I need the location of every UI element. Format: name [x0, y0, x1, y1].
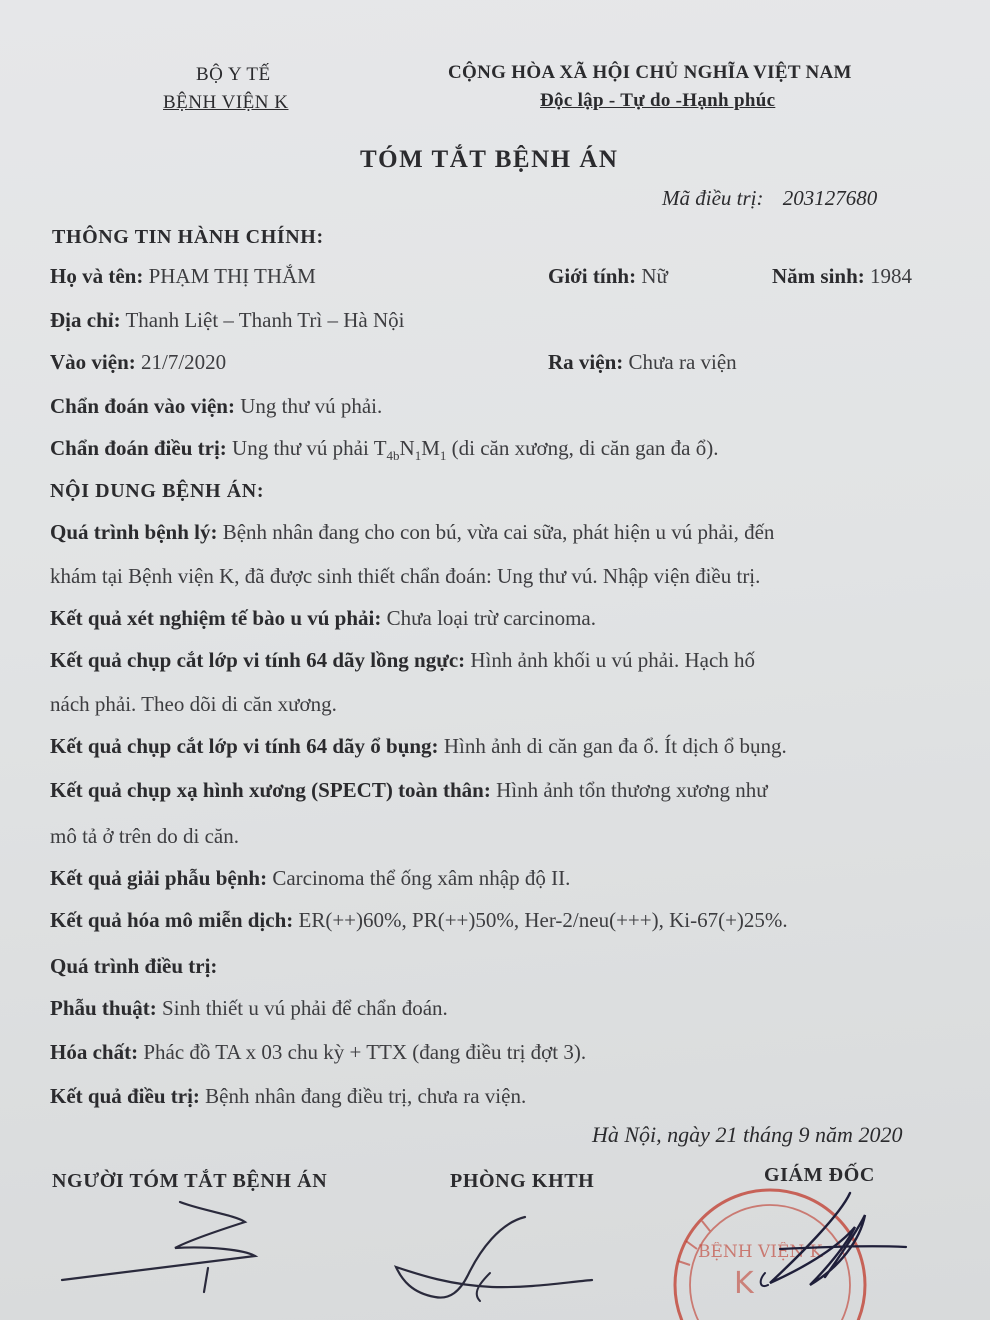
- surgery-value: Sinh thiết u vú phải để chẩn đoán.: [162, 996, 448, 1020]
- treatment-code-value: 203127680: [782, 186, 878, 210]
- ct-abdomen-value: Hình ảnh di căn gan đa ổ. Ít dịch ổ bụng.: [443, 734, 787, 758]
- cytology-label: Kết quả xét nghiệm tế bào u vú phải:: [50, 606, 382, 630]
- tnm-suffix: (di căn xương, di căn gan đa ổ).: [451, 436, 719, 460]
- patient-name-row: [50, 264, 316, 289]
- tnm-prefix: Ung thư vú phải T: [232, 436, 387, 460]
- tnm-m: M: [421, 436, 440, 460]
- gender-value: Nữ: [641, 264, 668, 288]
- birth-year-row: [772, 264, 912, 289]
- history-label: Quá trình bệnh lý:: [50, 520, 218, 544]
- stamp-letter: K: [734, 1266, 754, 1301]
- ct-chest-row: [50, 648, 755, 673]
- admission-row: [50, 350, 226, 375]
- tnm-m-sub: 1: [439, 448, 447, 464]
- signature-1-icon: [50, 1190, 330, 1300]
- discharge-row: [548, 350, 737, 375]
- history-line-1: Bệnh nhân đang cho con bú, vừa cai sữa, phát hiện u vú phải, đến: [222, 520, 775, 544]
- treatment-course-label: Quá trình điều trị:: [50, 954, 218, 978]
- ct-chest-line-2: nách phải. Theo dõi di căn xương.: [50, 692, 337, 716]
- birth-year-label: Năm sinh:: [772, 264, 865, 288]
- surgery-label: Phẫu thuật:: [50, 996, 157, 1020]
- signer-director: GIÁM ĐỐC: [764, 1164, 875, 1186]
- stamp-text: BỆNH VIỆN K: [698, 1242, 823, 1262]
- country-name: CỘNG HÒA XÃ HỘI CHỦ NGHĨA VIỆT NAM: [448, 62, 852, 83]
- chemo-row: [50, 1040, 586, 1065]
- chemo-label: Hóa chất:: [50, 1040, 139, 1064]
- admission-value: 21/7/2020: [141, 350, 227, 374]
- content-section-title: NỘI DUNG BỆNH ÁN:: [50, 480, 265, 502]
- tnm-n: N: [399, 436, 415, 460]
- treatment-result-row: [50, 1084, 526, 1109]
- treatment-diagnosis-value: [232, 436, 719, 464]
- patient-name-label: Họ và tên:: [50, 264, 144, 288]
- hospital-name: BỆNH VIỆN K: [163, 92, 289, 113]
- ihc-row: [50, 908, 788, 933]
- ministry-name: BỘ Y TẾ: [196, 64, 271, 85]
- cytology-row: [50, 606, 596, 631]
- national-motto: Độc lập - Tự do -Hạnh phúc: [540, 90, 776, 111]
- admission-diagnosis-row: [50, 394, 382, 419]
- ct-chest-line-1: Hình ảnh khối u vú phải. Hạch hố: [470, 648, 756, 672]
- ihc-value: ER(++)60%, PR(++)50%, Her-2/neu(+++), Ki-67(+)25%.: [298, 908, 788, 932]
- admission-diagnosis-value: Ung thư vú phải.: [240, 394, 383, 418]
- treatment-code-row: [662, 186, 877, 211]
- document-title: TÓM TẮT BỆNH ÁN: [360, 146, 619, 173]
- gender-label: Giới tính:: [548, 264, 637, 288]
- admin-section-title: THÔNG TIN HÀNH CHÍNH:: [52, 226, 324, 248]
- cytology-value: Chưa loại trừ carcinoma.: [386, 606, 596, 630]
- signer-planning-dept: PHÒNG KHTH: [450, 1170, 595, 1192]
- treatment-result-label: Kết quả điều trị:: [50, 1084, 200, 1108]
- ct-abdomen-row: [50, 734, 787, 759]
- pathology-row: [50, 866, 570, 891]
- signature-3-icon: [730, 1185, 930, 1305]
- signer-summarizer: NGƯỜI TÓM TẮT BỆNH ÁN: [52, 1170, 328, 1192]
- birth-year-value: 1984: [870, 264, 913, 288]
- patient-name-value: PHẠM THỊ THẮM: [148, 264, 316, 288]
- treatment-diagnosis-label: Chẩn đoán điều trị:: [50, 436, 227, 460]
- history-row: [50, 520, 774, 545]
- address-value: Thanh Liệt – Thanh Trì – Hà Nội: [125, 308, 405, 332]
- signing-date: Hà Nội, ngày 21 tháng 9 năm 2020: [592, 1122, 903, 1147]
- surgery-row: [50, 996, 448, 1021]
- discharge-value: Chưa ra viện: [628, 350, 737, 374]
- signature-2-icon: [380, 1205, 620, 1315]
- ihc-label: Kết quả hóa mô miễn dịch:: [50, 908, 294, 932]
- ct-chest-label: Kết quả chụp cắt lớp vi tính 64 dãy lồng ngực:: [50, 648, 466, 672]
- pathology-label: Kết quả giải phẫu bệnh:: [50, 866, 268, 890]
- spect-label: Kết quả chụp xạ hình xương (SPECT) toàn thân:: [50, 778, 491, 802]
- discharge-label: Ra viện:: [548, 350, 624, 374]
- chemo-value: Phác đồ TA x 03 chu kỳ + TTX (đang điều trị đợt 3).: [143, 1040, 587, 1064]
- treatment-diagnosis-row: [50, 436, 718, 464]
- admission-diagnosis-label: Chẩn đoán vào viện:: [50, 394, 235, 418]
- treatment-code-label: Mã điều trị:: [662, 186, 764, 210]
- treatment-result-value: Bệnh nhân đang điều trị, chưa ra viện.: [205, 1084, 527, 1108]
- address-label: Địa chỉ:: [50, 308, 121, 332]
- spect-line-1: Hình ảnh tổn thương xương như: [496, 778, 768, 802]
- spect-row: [50, 778, 768, 803]
- spect-line-2: mô tả ở trên do di căn.: [50, 824, 239, 848]
- tnm-n-sub: 1: [414, 448, 422, 464]
- admission-label: Vào viện:: [50, 350, 136, 374]
- address-row: [50, 308, 404, 333]
- history-line-2: khám tại Bệnh viện K, đã được sinh thiết chẩn đoán: Ung thư vú. Nhập viện điều trị.: [50, 564, 761, 588]
- pathology-value: Carcinoma thể ống xâm nhập độ II.: [272, 866, 571, 890]
- ct-abdomen-label: Kết quả chụp cắt lớp vi tính 64 dãy ổ bụng:: [50, 734, 439, 758]
- tnm-t-sub: 4b: [386, 448, 400, 464]
- gender-row: [548, 264, 668, 289]
